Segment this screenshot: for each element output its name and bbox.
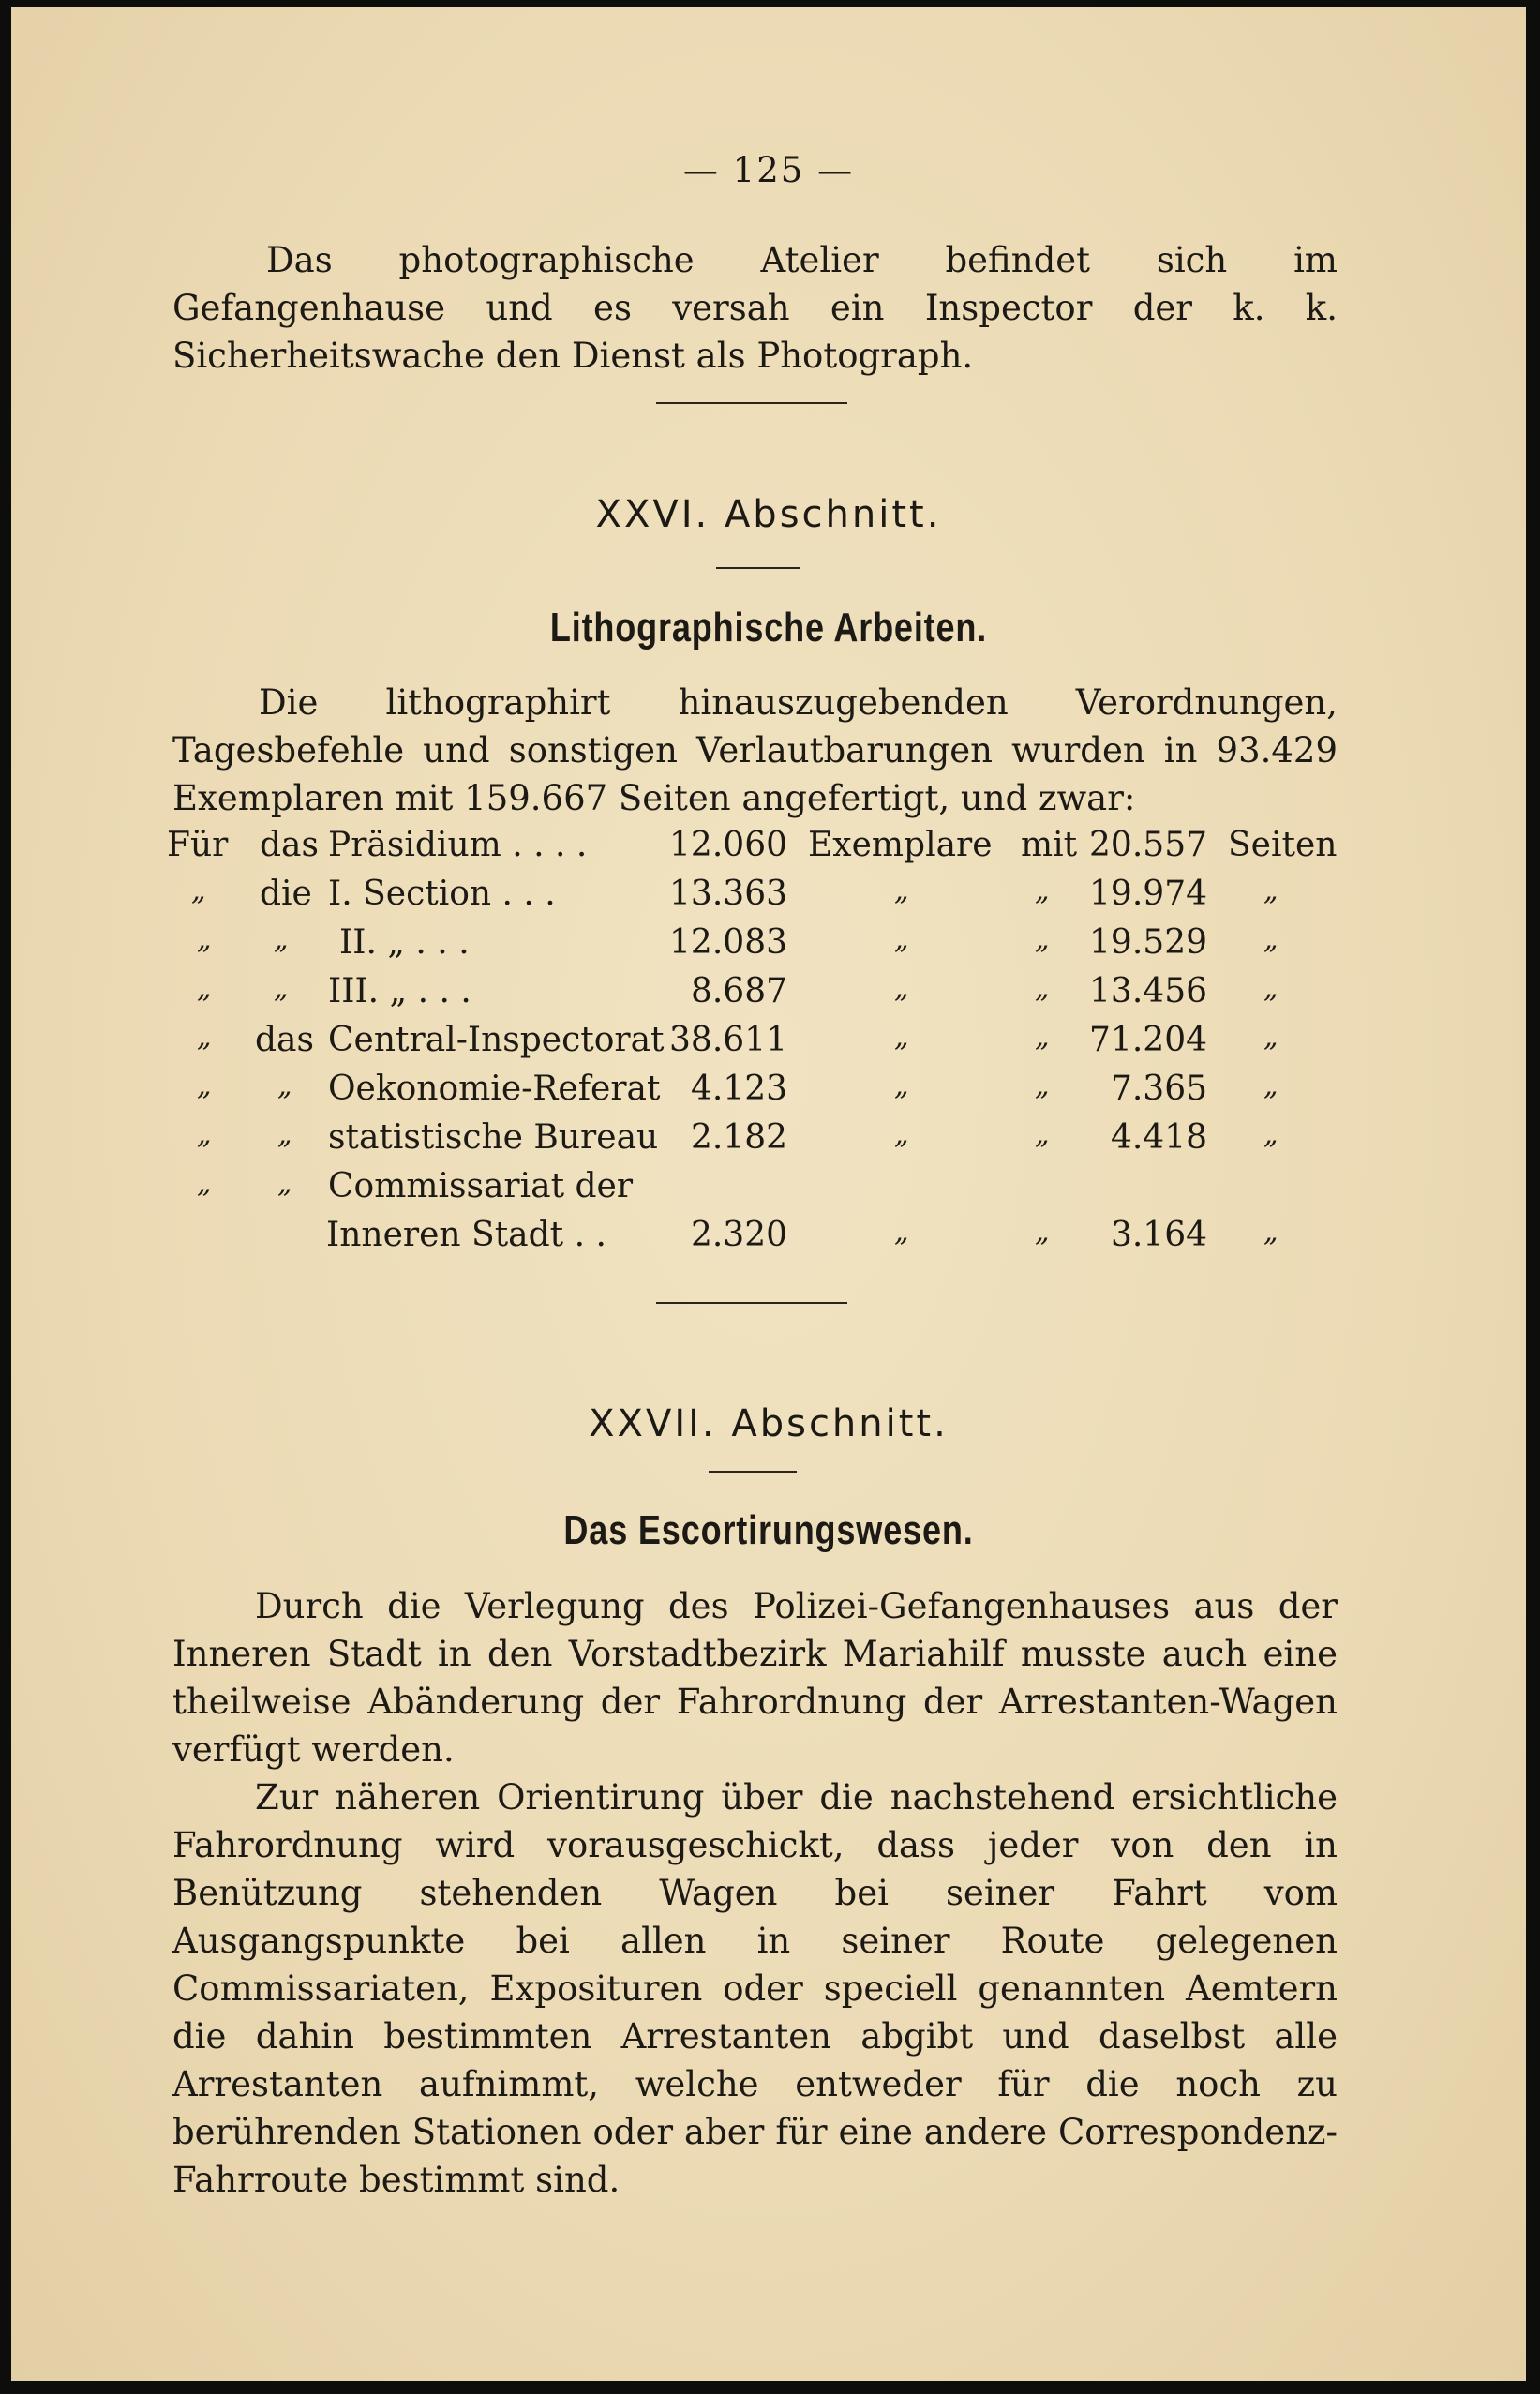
row-pages: 19.974 <box>1089 875 1207 913</box>
table-row <box>11 1070 1526 1116</box>
lithography-paragraph: Die lithographirt hinauszugebenden Verordnungen, Tagesbefehle und sonstigen Verlautbarungen wurden in 93.429 Exemplaren mit 159.667 Seiten angefertigt, und zwar: <box>172 682 1338 818</box>
row-mit: „ <box>1035 1118 1050 1151</box>
row-pages: 4.418 <box>1110 1118 1207 1157</box>
row-copies: 2.182 <box>690 1118 787 1157</box>
row-copies: 12.083 <box>669 923 787 962</box>
table-row <box>11 972 1526 1019</box>
row-unit-pages: Seiten <box>1228 826 1338 864</box>
row-unit-pages: „ <box>1263 875 1278 907</box>
row-prefix: „ <box>197 972 212 1005</box>
table-row <box>11 875 1526 921</box>
row-pages: 7.365 <box>1110 1070 1207 1108</box>
row-label: I. Section . . . <box>328 875 556 913</box>
row-label: statistische Bureau <box>328 1118 659 1157</box>
row-pages: 19.529 <box>1089 923 1207 962</box>
row-pages: 13.456 <box>1089 972 1207 1010</box>
row-prefix: „ <box>197 1070 212 1102</box>
row-unit-pages: „ <box>1263 1021 1278 1054</box>
row-mit: „ <box>1035 875 1050 907</box>
row-article: „ <box>277 1118 292 1151</box>
row-label: II. „ . . . <box>339 923 470 962</box>
table-row <box>11 923 1526 970</box>
heading-underline <box>716 567 800 569</box>
section-title-lithographische: Lithographische Arbeiten. <box>549 605 988 651</box>
page-number: — 125 — <box>682 150 855 190</box>
row-unit-copies: Exemplare <box>808 826 993 864</box>
row-unit-copies: „ <box>894 1021 909 1054</box>
row-article: „ <box>277 1167 292 1200</box>
row-copies: 13.363 <box>669 875 787 913</box>
row-mit: „ <box>1035 1070 1050 1102</box>
row-pages: 20.557 <box>1089 826 1207 864</box>
escort-paragraph-1: Durch die Verlegung des Polizei-Gefangenhauses aus der Inneren Stadt in den Vorstadtbezirk Mariahilf musste auch eine theilweise Abänderung der Fahrordnung der Arrestanten-Wagen verfügt werden. <box>172 1586 1338 1770</box>
row-copies: 2.320 <box>690 1216 787 1254</box>
intro-paragraph: Das photographische Atelier befindet sich im Gefangenhause und es versah ein Inspector der k. k. Sicherheitswache den Dienst als Photograph. <box>172 240 1338 376</box>
row-copies: 8.687 <box>690 972 787 1010</box>
row-label: Präsidium . . . . <box>328 826 588 864</box>
book-page <box>11 7 1526 2381</box>
row-prefix: „ <box>197 923 212 956</box>
row-unit-copies: „ <box>894 875 909 907</box>
row-unit-pages: „ <box>1263 923 1278 956</box>
row-mit: mit <box>1021 826 1078 864</box>
escort-paragraph-2: Zur näheren Orientirung über die nachstehend ersichtliche Fahrordnung wird vorausgeschickt, dass jeder von den in Benützung stehenden Wagen bei seiner Fahrt vom Ausgangspunkte bei allen in seiner Route gelegenen Commissariaten, Exposituren oder speciell genannten Aemtern die dahin bestimmten Arrestanten abgibt und daselbst alle Arrestanten aufnimmt, welche entweder für die noch zu berührenden Stationen oder aber für eine andere Correspondenz-Fahrroute bestimmt sind. <box>172 1777 1338 2200</box>
row-prefix: „ <box>197 1021 212 1054</box>
row-prefix: Für <box>167 826 229 864</box>
row-label: Inneren Stadt . . <box>326 1216 606 1254</box>
table-row <box>11 826 1526 873</box>
row-article: das <box>260 826 319 864</box>
row-mit: „ <box>1035 1216 1050 1249</box>
row-label: Central-Inspectorat <box>328 1021 665 1059</box>
row-unit-copies: „ <box>894 1118 909 1151</box>
row-label: Oekonomie-Referat <box>328 1070 661 1108</box>
row-unit-copies: „ <box>894 972 909 1005</box>
table-row <box>11 1021 1526 1068</box>
row-mit: „ <box>1035 923 1050 956</box>
row-unit-pages: „ <box>1263 1118 1278 1151</box>
row-article: die <box>260 875 312 913</box>
section-heading-xxvii: XXVII. Abschnitt. <box>589 1402 949 1445</box>
row-article: „ <box>274 972 289 1005</box>
row-prefix: „ <box>197 1118 212 1151</box>
row-unit-copies: „ <box>894 1070 909 1102</box>
section-heading-xxvi: XXVI. Abschnitt. <box>595 493 942 536</box>
row-article: das <box>255 1021 314 1059</box>
row-copies: 4.123 <box>690 1070 787 1108</box>
row-article: „ <box>277 1070 292 1102</box>
row-pages: 71.204 <box>1089 1021 1207 1059</box>
row-unit-copies: „ <box>894 923 909 956</box>
row-unit-pages: „ <box>1263 1216 1278 1249</box>
separator-rule <box>656 402 847 404</box>
table-row <box>11 1216 1526 1263</box>
row-label: III. „ . . . <box>328 972 471 1010</box>
row-copies: 38.611 <box>669 1021 787 1059</box>
row-mit: „ <box>1035 1021 1050 1054</box>
row-mit: „ <box>1035 972 1050 1005</box>
row-prefix: „ <box>191 875 206 907</box>
section-title-escortirungswesen: Das Escortirungswesen. <box>563 1507 974 1553</box>
row-unit-pages: „ <box>1263 1070 1278 1102</box>
heading-underline <box>709 1471 797 1473</box>
row-article: „ <box>274 923 289 956</box>
row-prefix: „ <box>197 1167 212 1200</box>
row-label: Commissariat der <box>328 1167 634 1205</box>
row-unit-copies: „ <box>894 1216 909 1249</box>
row-unit-pages: „ <box>1263 972 1278 1005</box>
table-row <box>11 1167 1526 1214</box>
table-row <box>11 1118 1526 1165</box>
row-pages: 3.164 <box>1110 1216 1207 1254</box>
row-copies: 12.060 <box>669 826 787 864</box>
separator-rule <box>656 1302 847 1304</box>
